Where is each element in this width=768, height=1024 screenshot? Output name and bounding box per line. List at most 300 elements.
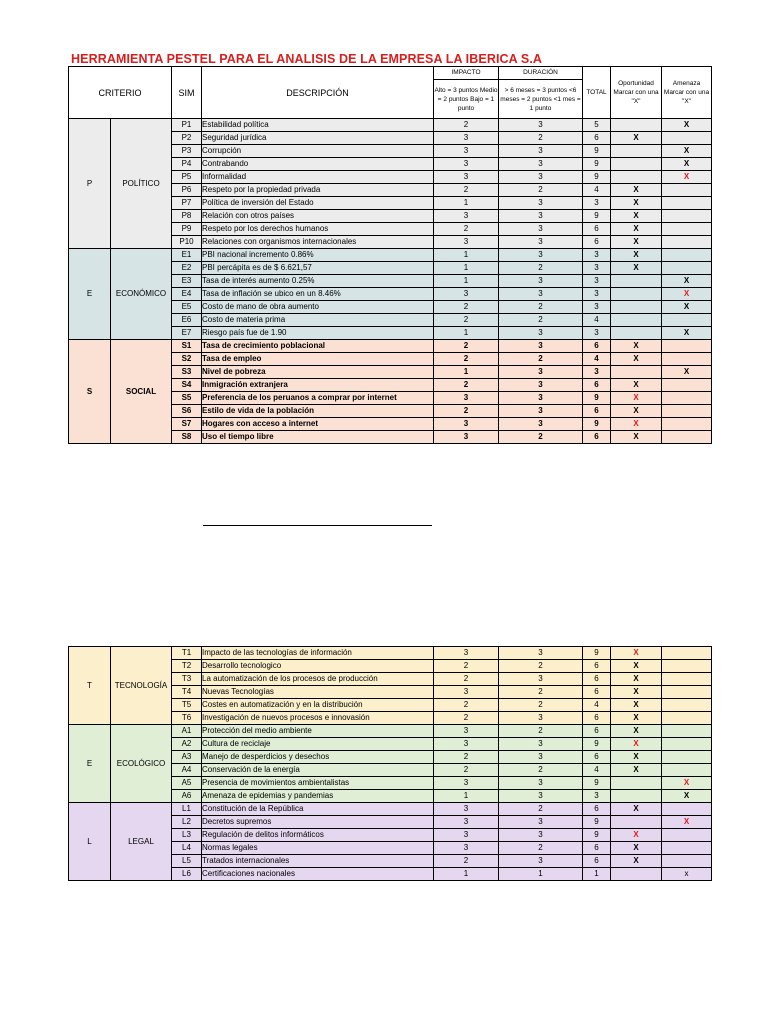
duration-cell: 3	[499, 712, 583, 725]
sim-cell: S3	[172, 366, 202, 379]
total-cell: 6	[583, 405, 611, 418]
opportunity-cell: X	[611, 392, 662, 405]
opportunity-cell: X	[611, 249, 662, 262]
total-cell: 9	[583, 171, 611, 184]
description-cell: Impacto de las tecnologías de información	[202, 647, 434, 660]
description-cell: Contrabando	[202, 158, 434, 171]
duration-cell: 3	[499, 119, 583, 132]
description-cell: Costo de mano de obra aumento	[202, 301, 434, 314]
header-descripcion: DESCRIPCIÓN	[202, 67, 434, 119]
impact-cell: 1	[434, 790, 499, 803]
total-cell: 6	[583, 132, 611, 145]
sim-cell: T5	[172, 699, 202, 712]
header-criterio: CRITERIO	[69, 67, 172, 119]
duration-cell: 3	[499, 816, 583, 829]
section-letter: S	[69, 340, 111, 444]
pestel-table-bottom	[68, 646, 712, 881]
threat-cell	[662, 431, 712, 444]
opportunity-cell: X	[611, 431, 662, 444]
duration-cell: 3	[499, 210, 583, 223]
threat-cell: X	[662, 275, 712, 288]
table-row	[69, 725, 712, 738]
sim-cell: T2	[172, 660, 202, 673]
sim-cell: T3	[172, 673, 202, 686]
impact-cell: 2	[434, 301, 499, 314]
section-name: ECONÓMICO	[111, 249, 172, 340]
sim-cell: T6	[172, 712, 202, 725]
total-cell: 4	[583, 184, 611, 197]
opportunity-cell: X	[611, 712, 662, 725]
impact-cell: 3	[434, 132, 499, 145]
duration-cell: 3	[499, 327, 583, 340]
description-cell: PBI nacional incremento 0.86%	[202, 249, 434, 262]
threat-cell: x	[662, 868, 712, 881]
sim-cell: L5	[172, 855, 202, 868]
opportunity-cell: X	[611, 379, 662, 392]
opportunity-cell: X	[611, 405, 662, 418]
opportunity-cell: X	[611, 660, 662, 673]
opportunity-cell: X	[611, 855, 662, 868]
description-cell: Nuevas Tecnologías	[202, 686, 434, 699]
sim-cell: A1	[172, 725, 202, 738]
sim-cell: P8	[172, 210, 202, 223]
sim-cell: S7	[172, 418, 202, 431]
opportunity-cell	[611, 314, 662, 327]
opportunity-cell: X	[611, 738, 662, 751]
description-cell: Tasa de empleo	[202, 353, 434, 366]
sim-cell: E3	[172, 275, 202, 288]
threat-cell: X	[662, 777, 712, 790]
threat-cell	[662, 699, 712, 712]
description-cell: Preferencia de los peruanos a comprar por internet	[202, 392, 434, 405]
duration-cell: 3	[499, 158, 583, 171]
duration-cell: 2	[499, 132, 583, 145]
description-cell: Costes en automatización y en la distribución	[202, 699, 434, 712]
impact-cell: 2	[434, 379, 499, 392]
impact-cell: 2	[434, 223, 499, 236]
opportunity-cell: X	[611, 725, 662, 738]
total-cell: 3	[583, 262, 611, 275]
total-cell: 3	[583, 327, 611, 340]
impact-cell: 2	[434, 184, 499, 197]
opportunity-cell: X	[611, 340, 662, 353]
impact-cell: 3	[434, 647, 499, 660]
opportunity-cell: X	[611, 764, 662, 777]
threat-cell	[662, 725, 712, 738]
total-cell: 3	[583, 275, 611, 288]
description-cell: Investigación de nuevos procesos e innovasión	[202, 712, 434, 725]
description-cell: Uso el tiempo libre	[202, 431, 434, 444]
description-cell: Amenaza de epidemias y pandemias	[202, 790, 434, 803]
impact-cell: 3	[434, 145, 499, 158]
description-cell: Manejo de desperdicios y desechos	[202, 751, 434, 764]
threat-cell: X	[662, 158, 712, 171]
impact-cell: 3	[434, 725, 499, 738]
total-cell: 3	[583, 249, 611, 262]
header-duracion: DURACIÓN	[499, 67, 583, 80]
sim-cell: S6	[172, 405, 202, 418]
header-duracion-note: > 6 meses = 3 puntos <6 meses = 2 puntos <1 mes = 1 punto	[499, 80, 583, 119]
sim-cell: P9	[172, 223, 202, 236]
duration-cell: 3	[499, 249, 583, 262]
sim-cell: L3	[172, 829, 202, 842]
threat-cell: X	[662, 171, 712, 184]
impact-cell: 2	[434, 119, 499, 132]
sim-cell: A6	[172, 790, 202, 803]
impact-cell: 3	[434, 738, 499, 751]
duration-cell: 3	[499, 647, 583, 660]
impact-cell: 3	[434, 210, 499, 223]
description-cell: Relación con otros países	[202, 210, 434, 223]
opportunity-cell	[611, 158, 662, 171]
duration-cell: 3	[499, 673, 583, 686]
description-cell: Nivel de pobreza	[202, 366, 434, 379]
impact-cell: 3	[434, 842, 499, 855]
threat-cell	[662, 418, 712, 431]
document-title: HERRAMIENTA PESTEL PARA EL ANALISIS DE LA EMPRESA LA IBERICA S.A	[71, 52, 543, 66]
duration-cell: 3	[499, 145, 583, 158]
duration-cell: 3	[499, 418, 583, 431]
total-cell: 6	[583, 660, 611, 673]
opportunity-cell	[611, 327, 662, 340]
threat-cell: X	[662, 816, 712, 829]
total-cell: 6	[583, 855, 611, 868]
section-name: LEGAL	[111, 803, 172, 881]
description-cell: Corrupción	[202, 145, 434, 158]
impact-cell: 2	[434, 751, 499, 764]
table-row	[69, 340, 712, 353]
sim-cell: P4	[172, 158, 202, 171]
threat-cell	[662, 647, 712, 660]
duration-cell: 2	[499, 184, 583, 197]
total-cell: 6	[583, 340, 611, 353]
impact-cell: 3	[434, 803, 499, 816]
table-row	[69, 647, 712, 660]
sim-cell: E4	[172, 288, 202, 301]
signature-line	[203, 525, 432, 526]
section-name: ECOLÓGICO	[111, 725, 172, 803]
description-cell: Relaciones con organismos internacionales	[202, 236, 434, 249]
threat-cell	[662, 353, 712, 366]
duration-cell: 2	[499, 353, 583, 366]
sim-cell: P7	[172, 197, 202, 210]
sim-cell: P5	[172, 171, 202, 184]
total-cell: 3	[583, 366, 611, 379]
threat-cell	[662, 392, 712, 405]
total-cell: 6	[583, 803, 611, 816]
impact-cell: 2	[434, 405, 499, 418]
description-cell: Respeto por la propiedad privada	[202, 184, 434, 197]
opportunity-cell: X	[611, 132, 662, 145]
threat-cell	[662, 829, 712, 842]
opportunity-cell: X	[611, 686, 662, 699]
table-row	[69, 803, 712, 816]
threat-cell	[662, 712, 712, 725]
header-oportunidad: Oportunidad Marcar con una "X"	[611, 67, 662, 119]
sim-cell: P3	[172, 145, 202, 158]
impact-cell: 2	[434, 764, 499, 777]
duration-cell: 3	[499, 751, 583, 764]
threat-cell	[662, 379, 712, 392]
duration-cell: 3	[499, 366, 583, 379]
section-letter: P	[69, 119, 111, 249]
opportunity-cell: X	[611, 262, 662, 275]
description-cell: Protección del medio ambiente	[202, 725, 434, 738]
threat-cell	[662, 673, 712, 686]
sim-cell: L1	[172, 803, 202, 816]
sim-cell: L4	[172, 842, 202, 855]
threat-cell	[662, 686, 712, 699]
opportunity-cell	[611, 777, 662, 790]
threat-cell	[662, 751, 712, 764]
total-cell: 9	[583, 158, 611, 171]
impact-cell: 2	[434, 712, 499, 725]
total-cell: 6	[583, 673, 611, 686]
opportunity-cell: X	[611, 418, 662, 431]
threat-cell: X	[662, 145, 712, 158]
opportunity-cell: X	[611, 803, 662, 816]
header-impacto-note: Alto = 3 puntos Medio = 2 puntos Bajo = 1 punto	[434, 80, 499, 119]
sim-cell: E2	[172, 262, 202, 275]
description-cell: Tasa de crecimiento poblacional	[202, 340, 434, 353]
sim-cell: E5	[172, 301, 202, 314]
description-cell: Respeto por los derechos humanos	[202, 223, 434, 236]
description-cell: Conservación de la energía	[202, 764, 434, 777]
description-cell: Seguridad jurídica	[202, 132, 434, 145]
description-cell: Estabilidad política	[202, 119, 434, 132]
opportunity-cell	[611, 366, 662, 379]
total-cell: 6	[583, 236, 611, 249]
duration-cell: 3	[499, 405, 583, 418]
impact-cell: 2	[434, 855, 499, 868]
duration-cell: 2	[499, 431, 583, 444]
duration-cell: 3	[499, 738, 583, 751]
threat-cell	[662, 236, 712, 249]
duration-cell: 1	[499, 868, 583, 881]
section-letter: E	[69, 725, 111, 803]
total-cell: 4	[583, 699, 611, 712]
total-cell: 3	[583, 197, 611, 210]
total-cell: 9	[583, 816, 611, 829]
duration-cell: 2	[499, 262, 583, 275]
sim-cell: S4	[172, 379, 202, 392]
pestel-table-top	[68, 66, 712, 444]
opportunity-cell: X	[611, 751, 662, 764]
opportunity-cell	[611, 119, 662, 132]
description-cell: Estilo de vida de la población	[202, 405, 434, 418]
impact-cell: 1	[434, 275, 499, 288]
duration-cell: 3	[499, 171, 583, 184]
description-cell: Costo de materia prima	[202, 314, 434, 327]
description-cell: Tasa de interés aumento 0.25%	[202, 275, 434, 288]
threat-cell	[662, 405, 712, 418]
opportunity-cell: X	[611, 647, 662, 660]
total-cell: 4	[583, 764, 611, 777]
header-total: TOTAL	[583, 67, 611, 119]
impact-cell: 1	[434, 868, 499, 881]
opportunity-cell: X	[611, 353, 662, 366]
section-name: TECNOLOGÍA	[111, 647, 172, 725]
threat-cell	[662, 764, 712, 777]
description-cell: Riesgo país fue de 1.90	[202, 327, 434, 340]
sim-cell: A2	[172, 738, 202, 751]
description-cell: Inmigración extranjera	[202, 379, 434, 392]
total-cell: 9	[583, 145, 611, 158]
duration-cell: 3	[499, 340, 583, 353]
threat-cell: X	[662, 288, 712, 301]
duration-cell: 2	[499, 301, 583, 314]
sim-cell: L2	[172, 816, 202, 829]
sim-cell: S1	[172, 340, 202, 353]
description-cell: Presencia de movimientos ambientalistas	[202, 777, 434, 790]
description-cell: Política de inversión del Estado	[202, 197, 434, 210]
total-cell: 6	[583, 431, 611, 444]
description-cell: Decretos supremos	[202, 816, 434, 829]
impact-cell: 3	[434, 236, 499, 249]
sim-cell: S5	[172, 392, 202, 405]
header-amenaza: Amenaza Marcar con una "X"	[662, 67, 712, 119]
sim-cell: S8	[172, 431, 202, 444]
description-cell: PBI percápita es de $ 6.621,57	[202, 262, 434, 275]
total-cell: 9	[583, 392, 611, 405]
opportunity-cell	[611, 275, 662, 288]
duration-cell: 3	[499, 275, 583, 288]
threat-cell	[662, 197, 712, 210]
impact-cell: 3	[434, 816, 499, 829]
impact-cell: 3	[434, 418, 499, 431]
impact-cell: 2	[434, 314, 499, 327]
opportunity-cell	[611, 171, 662, 184]
duration-cell: 3	[499, 223, 583, 236]
sim-cell: T1	[172, 647, 202, 660]
table-row	[69, 119, 712, 132]
impact-cell: 2	[434, 660, 499, 673]
section-name: POLÍTICO	[111, 119, 172, 249]
opportunity-cell	[611, 145, 662, 158]
total-cell: 1	[583, 868, 611, 881]
sim-cell: L6	[172, 868, 202, 881]
opportunity-cell: X	[611, 829, 662, 842]
total-cell: 9	[583, 210, 611, 223]
opportunity-cell: X	[611, 184, 662, 197]
description-cell: Certificaciones nacionales	[202, 868, 434, 881]
impact-cell: 3	[434, 829, 499, 842]
description-cell: Hogares con acceso a internet	[202, 418, 434, 431]
impact-cell: 1	[434, 327, 499, 340]
section-letter: E	[69, 249, 111, 340]
total-cell: 6	[583, 686, 611, 699]
duration-cell: 3	[499, 829, 583, 842]
threat-cell	[662, 210, 712, 223]
total-cell: 3	[583, 790, 611, 803]
sim-cell: E7	[172, 327, 202, 340]
sim-cell: P2	[172, 132, 202, 145]
total-cell: 9	[583, 829, 611, 842]
total-cell: 6	[583, 379, 611, 392]
impact-cell: 3	[434, 392, 499, 405]
description-cell: Normas legales	[202, 842, 434, 855]
header-sim: SIM	[172, 67, 202, 119]
impact-cell: 2	[434, 673, 499, 686]
threat-cell	[662, 132, 712, 145]
description-cell: Desarrollo tecnologico	[202, 660, 434, 673]
header-impacto: IMPACTO	[434, 67, 499, 80]
threat-cell	[662, 223, 712, 236]
total-cell: 4	[583, 353, 611, 366]
threat-cell	[662, 842, 712, 855]
opportunity-cell: X	[611, 673, 662, 686]
total-cell: 6	[583, 712, 611, 725]
duration-cell: 3	[499, 855, 583, 868]
opportunity-cell	[611, 301, 662, 314]
threat-cell	[662, 340, 712, 353]
total-cell: 3	[583, 301, 611, 314]
threat-cell: X	[662, 301, 712, 314]
total-cell: 6	[583, 725, 611, 738]
impact-cell: 3	[434, 288, 499, 301]
opportunity-cell: X	[611, 699, 662, 712]
sim-cell: P10	[172, 236, 202, 249]
threat-cell: X	[662, 327, 712, 340]
impact-cell: 1	[434, 366, 499, 379]
description-cell: La automatización de los procesos de producción	[202, 673, 434, 686]
opportunity-cell: X	[611, 210, 662, 223]
impact-cell: 3	[434, 686, 499, 699]
duration-cell: 2	[499, 314, 583, 327]
duration-cell: 2	[499, 725, 583, 738]
duration-cell: 2	[499, 660, 583, 673]
duration-cell: 3	[499, 288, 583, 301]
total-cell: 5	[583, 119, 611, 132]
description-cell: Tasa de inflación se ubico en un 8.46%	[202, 288, 434, 301]
threat-cell	[662, 803, 712, 816]
description-cell: Tratados internacionales	[202, 855, 434, 868]
duration-cell: 2	[499, 803, 583, 816]
description-cell: Regulación de delitos informáticos	[202, 829, 434, 842]
section-letter: L	[69, 803, 111, 881]
threat-cell	[662, 262, 712, 275]
sim-cell: P1	[172, 119, 202, 132]
duration-cell: 2	[499, 842, 583, 855]
impact-cell: 2	[434, 699, 499, 712]
opportunity-cell: X	[611, 236, 662, 249]
sim-cell: E6	[172, 314, 202, 327]
impact-cell: 3	[434, 171, 499, 184]
description-cell: Constitución de la República	[202, 803, 434, 816]
total-cell: 9	[583, 647, 611, 660]
impact-cell: 3	[434, 431, 499, 444]
duration-cell: 3	[499, 790, 583, 803]
duration-cell: 3	[499, 236, 583, 249]
duration-cell: 3	[499, 197, 583, 210]
opportunity-cell: X	[611, 197, 662, 210]
opportunity-cell	[611, 790, 662, 803]
threat-cell	[662, 738, 712, 751]
total-cell: 6	[583, 223, 611, 236]
opportunity-cell	[611, 816, 662, 829]
impact-cell: 2	[434, 340, 499, 353]
sim-cell: E1	[172, 249, 202, 262]
total-cell: 9	[583, 738, 611, 751]
threat-cell	[662, 855, 712, 868]
total-cell: 6	[583, 751, 611, 764]
sim-cell: S2	[172, 353, 202, 366]
threat-cell: X	[662, 790, 712, 803]
impact-cell: 2	[434, 353, 499, 366]
total-cell: 6	[583, 842, 611, 855]
duration-cell: 3	[499, 777, 583, 790]
threat-cell	[662, 660, 712, 673]
